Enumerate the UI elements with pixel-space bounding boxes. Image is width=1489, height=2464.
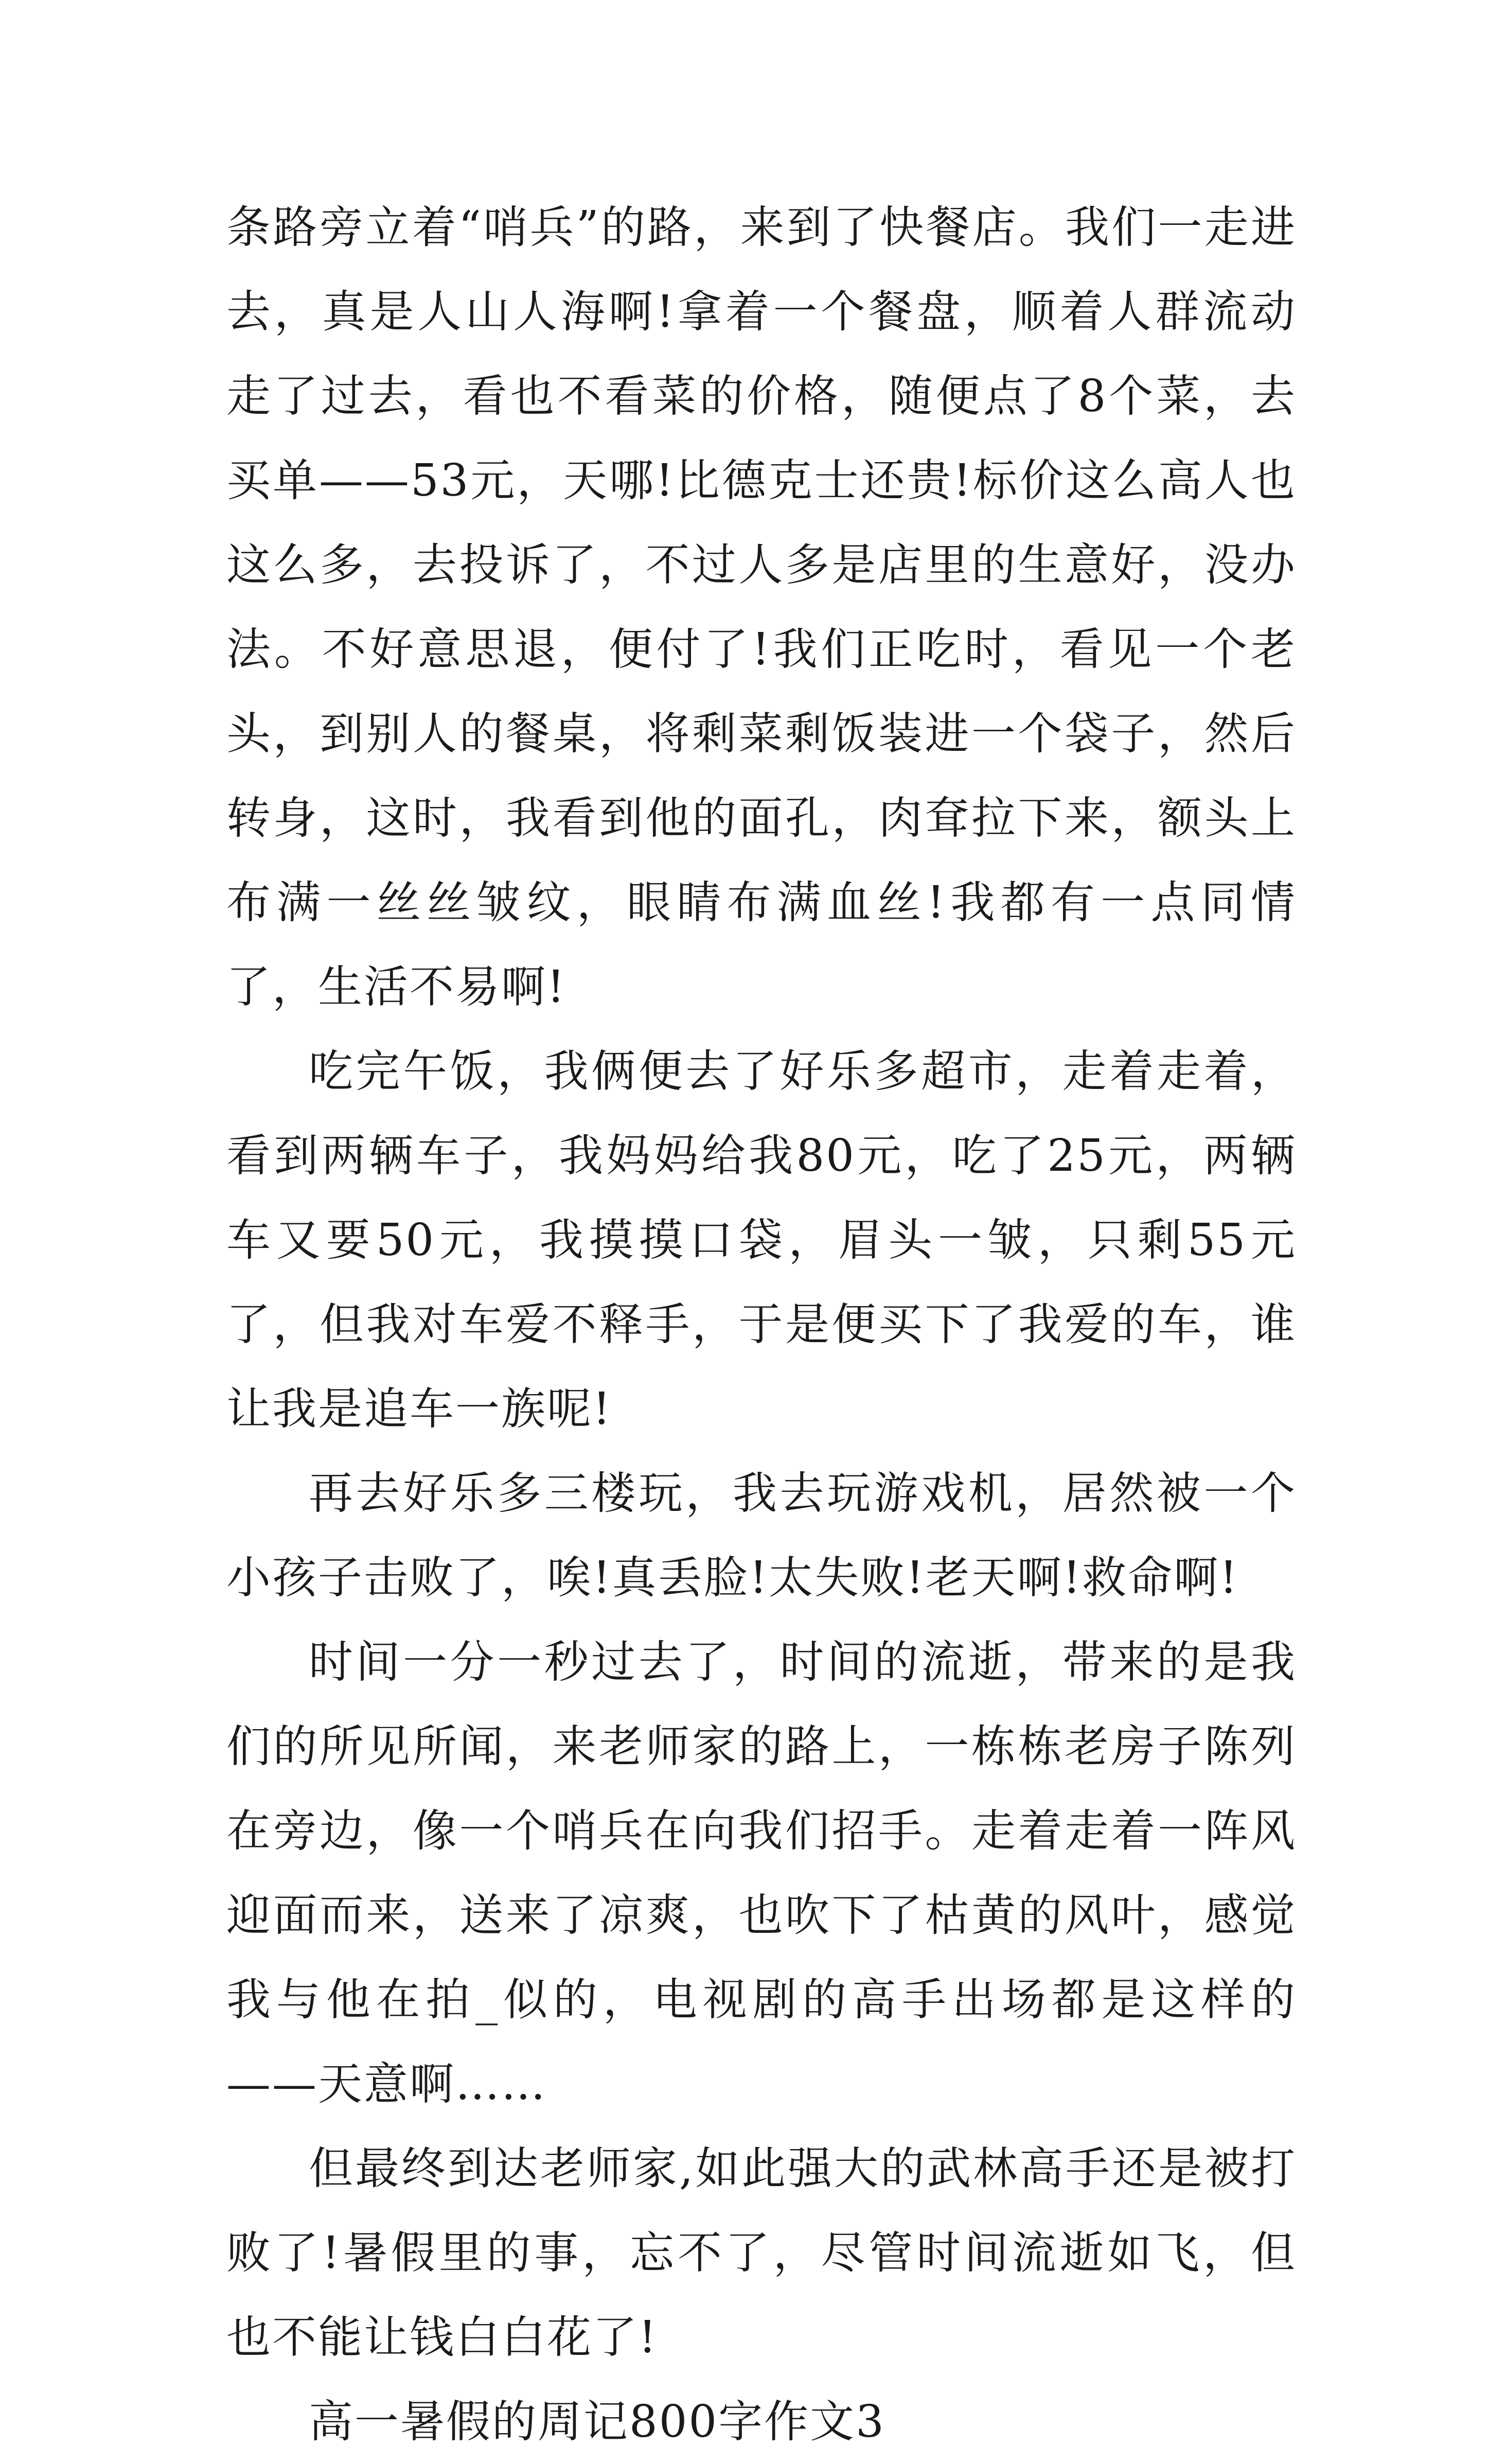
paragraph-supermarket: 吃完午饭，我俩便去了好乐多超市，走着走着，看到两辆车子，我妈妈给我80元，吃了25元，两辆车又要50元，我摸摸口袋，眉头一皱，只剩55元了，但我对车爱不释手，于是便买下了我爱的车，谁让我是追车一族呢!	[226, 1046, 1297, 1435]
section-heading: 高一暑假的周记800字作文3	[309, 2396, 885, 2448]
paragraph-arcade: 再去好乐多三楼玩，我去玩游戏机，居然被一个小孩子击败了，唉!真丢脸!太失败!老天啊!救命啊!	[226, 1468, 1297, 1604]
document-body	[226, 185, 1297, 2464]
paragraph-conclusion: 但最终到达老师家,如此强大的武林高手还是被打败了!暑假里的事，忘不了，尽管时间流逝如飞，但也不能让钱白白花了!	[226, 2143, 1297, 2363]
paragraph-walk-to-teacher: 时间一分一秒过去了，时间的流逝，带来的是我们的所见所闻，来老师家的路上，一栋栋老房子陈列在旁边，像一个哨兵在向我们招手。走着走着一阵风迎面而来，送来了凉爽，也吹下了枯黄的风叶，感觉我与他在拍_似的，电视剧的高手出场都是这样的——天意啊……	[226, 1636, 1297, 2110]
paragraph-fast-food: 条路旁立着“哨兵”的路，来到了快餐店。我们一走进去，真是人山人海啊!拿着一个餐盘，顺着人群流动走了过去，看也不看菜的价格，随便点了8个菜，去买单——53元，天哪!比德克士还贵!标价这么高人也这么多，去投诉了，不过人多是店里的生意好，没办法。不好意思退，便付了!我们正吃时，看见一个老头，到别人的餐桌，将剩菜剩饭装进一个袋子，然后转身，这时，我看到他的面孔，肉耷拉下来，额头上布满一丝丝皱纹，眼睛布满血丝!我都有一点同情了，生活不易啊!	[226, 202, 1297, 1013]
